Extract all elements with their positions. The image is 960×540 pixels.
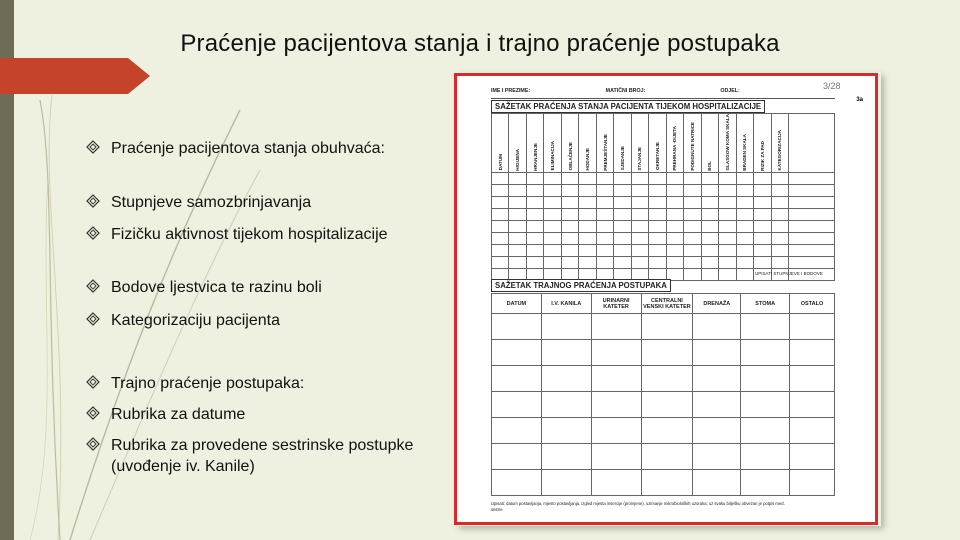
table-cell[interactable] (693, 444, 741, 470)
table1-header-label: DATUM (497, 154, 503, 171)
table-cell[interactable] (719, 233, 736, 245)
table-cell[interactable] (561, 233, 578, 245)
table-cell[interactable] (541, 418, 591, 444)
table-cell[interactable] (741, 314, 790, 340)
bullet-text: Praćenje pacijentova stanja obuhvaća: (111, 140, 385, 157)
table-cell[interactable] (596, 173, 613, 185)
table-cell[interactable] (631, 209, 648, 221)
table-cell[interactable] (736, 257, 753, 269)
table-cell[interactable] (741, 392, 790, 418)
table-cell[interactable] (591, 392, 641, 418)
table-cell[interactable] (741, 366, 790, 392)
title-accent-tab (0, 58, 128, 94)
table-cell[interactable] (701, 197, 718, 209)
table-cell[interactable] (641, 444, 693, 470)
bullet-item (86, 310, 431, 331)
table-row (492, 245, 835, 257)
table-row (492, 470, 835, 496)
table-cell[interactable] (492, 392, 542, 418)
table-cell[interactable] (736, 185, 753, 197)
table-cell[interactable] (631, 185, 648, 197)
table-cell[interactable] (754, 245, 771, 257)
table-cell[interactable] (579, 209, 596, 221)
table-cell[interactable] (771, 173, 788, 185)
table2-header-cell: DATUM (492, 294, 542, 314)
table-cell[interactable] (771, 245, 788, 257)
table-cell[interactable] (754, 233, 771, 245)
table-cell[interactable] (591, 314, 641, 340)
table-cell[interactable] (526, 257, 543, 269)
table-row (492, 418, 835, 444)
table-cell[interactable] (544, 209, 561, 221)
table-cell[interactable] (641, 470, 693, 496)
table-cell[interactable] (561, 185, 578, 197)
table-cell[interactable] (541, 392, 591, 418)
table-cell[interactable] (684, 245, 701, 257)
table-cell[interactable] (509, 185, 526, 197)
table-cell[interactable] (561, 197, 578, 209)
table-cell[interactable] (509, 221, 526, 233)
diamond-bullet-icon (86, 194, 100, 208)
table-cell[interactable] (788, 173, 834, 185)
table-cell[interactable] (741, 340, 790, 366)
table-cell[interactable] (701, 245, 718, 257)
table-cell[interactable] (641, 366, 693, 392)
diamond-bullet-icon (86, 312, 100, 326)
table-cell[interactable] (701, 257, 718, 269)
table-cell[interactable] (736, 245, 753, 257)
diamond-bullet-icon (86, 375, 100, 389)
table-cell[interactable] (684, 197, 701, 209)
form-mark: 3a (856, 97, 863, 103)
table-cell[interactable] (736, 197, 753, 209)
procedure-tracking-table (491, 293, 835, 496)
table-row (492, 173, 835, 185)
table1-header-cell (526, 114, 543, 173)
table-cell[interactable] (641, 392, 693, 418)
table1-header-cell (684, 114, 701, 173)
ward-field-label: ODJEL: (720, 88, 740, 94)
table-cell[interactable] (596, 233, 613, 245)
table-cell[interactable] (631, 221, 648, 233)
table-cell[interactable] (666, 257, 683, 269)
table-row (492, 340, 835, 366)
table1-header-blank (788, 114, 834, 173)
table-cell[interactable] (591, 418, 641, 444)
table-cell[interactable] (579, 233, 596, 245)
table-cell[interactable] (701, 185, 718, 197)
bullet-text: Kategorizaciju pacijenta (111, 312, 280, 329)
table-cell[interactable] (693, 366, 741, 392)
table-cell[interactable] (741, 470, 790, 496)
table1-header-cell (771, 114, 788, 173)
table-cell[interactable] (492, 221, 509, 233)
table-cell[interactable] (754, 173, 771, 185)
table-cell[interactable] (736, 173, 753, 185)
table-cell[interactable] (741, 444, 790, 470)
table-cell[interactable] (614, 221, 631, 233)
table1-header-cell (561, 114, 578, 173)
table-cell[interactable] (596, 209, 613, 221)
table-cell[interactable] (579, 257, 596, 269)
table-cell[interactable] (771, 233, 788, 245)
table-cell[interactable] (541, 366, 591, 392)
table-row (492, 209, 835, 221)
table-cell[interactable] (701, 209, 718, 221)
bullet-text: Fizičku aktivnost tijekom hospitalizacije (111, 226, 388, 243)
table2-header-cell: OSTALO (790, 294, 835, 314)
table-cell[interactable] (526, 221, 543, 233)
table-cell[interactable] (684, 269, 701, 281)
table-cell[interactable] (719, 185, 736, 197)
table-cell[interactable] (754, 257, 771, 269)
bullet-text: Bodove ljestvica te razinu boli (111, 279, 322, 296)
table-cell[interactable] (684, 185, 701, 197)
table-cell[interactable] (526, 173, 543, 185)
table-cell[interactable] (736, 233, 753, 245)
table-cell[interactable] (790, 470, 835, 496)
table-cell[interactable] (666, 209, 683, 221)
table1-header-cell (649, 114, 666, 173)
table-cell[interactable] (596, 221, 613, 233)
table-cell[interactable] (790, 444, 835, 470)
table-cell[interactable] (614, 173, 631, 185)
table-cell[interactable] (649, 185, 666, 197)
table-cell[interactable] (631, 233, 648, 245)
table-cell[interactable] (666, 233, 683, 245)
diamond-bullet-icon (86, 226, 100, 240)
table-cell[interactable] (591, 444, 641, 470)
table-cell[interactable] (614, 245, 631, 257)
table-cell[interactable] (631, 245, 648, 257)
table1-header-label: BOL (707, 160, 713, 171)
diamond-bullet-icon (86, 279, 100, 293)
table-cell[interactable] (526, 245, 543, 257)
table-cell[interactable] (492, 257, 509, 269)
table-cell[interactable] (693, 314, 741, 340)
table-cell[interactable] (544, 173, 561, 185)
bullet-text: Stupnjeve samozbrinjavanja (111, 194, 312, 211)
table-cell[interactable] (788, 233, 834, 245)
table-cell[interactable] (719, 245, 736, 257)
table-cell[interactable] (541, 340, 591, 366)
table-cell[interactable] (684, 173, 701, 185)
table-row (492, 314, 835, 340)
table-cell[interactable] (701, 269, 718, 281)
diamond-bullet-icon (86, 437, 100, 451)
bullet-item (86, 224, 431, 245)
table-cell[interactable] (614, 185, 631, 197)
table-cell[interactable] (754, 197, 771, 209)
table-cell[interactable] (649, 197, 666, 209)
table-cell[interactable] (591, 470, 641, 496)
table-cell[interactable] (666, 185, 683, 197)
table-cell[interactable] (526, 185, 543, 197)
table-cell[interactable] (591, 340, 641, 366)
table-cell[interactable] (693, 470, 741, 496)
table-cell[interactable] (719, 257, 736, 269)
table1-header-label: HRANJENJE (532, 142, 538, 171)
table-cell[interactable] (614, 257, 631, 269)
table-cell[interactable] (631, 173, 648, 185)
table-cell[interactable] (544, 221, 561, 233)
table2-note: Upisati: datum postavljanja, mjesto postavljanja, izgled mjesta insercije (promjene), uzimanje mikrobioloških uzoraka; uz svaku bilješku obvezan je potpis med. sestre. (491, 501, 785, 512)
table-cell[interactable] (544, 197, 561, 209)
table1-header-label: PREHRANA -DIJETA (672, 125, 678, 171)
table-cell[interactable] (541, 470, 591, 496)
table-cell[interactable] (649, 257, 666, 269)
table-cell[interactable] (492, 314, 542, 340)
diamond-bullet-icon (86, 406, 100, 420)
table-cell[interactable] (754, 221, 771, 233)
table-cell[interactable] (596, 185, 613, 197)
table1-header-label: OKRETANJE (654, 142, 660, 171)
table-cell[interactable] (492, 185, 509, 197)
table-cell[interactable] (492, 197, 509, 209)
table2-header-cell: DRENAŽA (693, 294, 741, 314)
bullet-item (86, 435, 431, 477)
table-cell[interactable] (649, 245, 666, 257)
table-cell[interactable] (754, 185, 771, 197)
table-cell[interactable] (649, 221, 666, 233)
table-cell[interactable] (684, 233, 701, 245)
table-cell[interactable] (492, 209, 509, 221)
table-cell[interactable] (771, 257, 788, 269)
table-cell[interactable] (719, 197, 736, 209)
table1-header-label: OBLAČENJE (567, 142, 573, 171)
table-cell[interactable] (666, 221, 683, 233)
table-cell[interactable] (666, 245, 683, 257)
table-row (492, 366, 835, 392)
table-cell[interactable] (741, 418, 790, 444)
table1-header-label: ELIMINACIJA (550, 141, 556, 171)
table-cell[interactable] (788, 245, 834, 257)
table-cell[interactable] (492, 470, 542, 496)
table1-note: UPISATI STUPNJEVE I BODOVE (755, 271, 823, 276)
table-cell[interactable] (614, 197, 631, 209)
table1-header-label: PODIGNUTE NATRICE (689, 121, 695, 171)
table-cell[interactable] (579, 197, 596, 209)
table1-header-cell (614, 114, 631, 173)
table-cell[interactable] (509, 257, 526, 269)
table-cell[interactable] (771, 197, 788, 209)
table-cell[interactable] (701, 233, 718, 245)
table-cell[interactable] (788, 185, 834, 197)
table-cell[interactable] (790, 340, 835, 366)
table-cell[interactable] (544, 245, 561, 257)
table1-header-cell (666, 114, 683, 173)
table-cell[interactable] (719, 269, 736, 281)
table-cell[interactable] (579, 173, 596, 185)
table1-header-label: HIGIJENA (515, 148, 521, 171)
table1-header-label: GLASGOW KOMA SKALA (724, 114, 730, 171)
table-cell[interactable] (684, 221, 701, 233)
table-cell[interactable] (790, 366, 835, 392)
table-cell[interactable] (693, 392, 741, 418)
table-cell[interactable] (719, 209, 736, 221)
table-cell[interactable] (544, 233, 561, 245)
bullet-item (86, 192, 431, 213)
table1-header-label: STAJANJE (637, 146, 643, 171)
table1-header-cell (579, 114, 596, 173)
table1-header-label: KATEGORIZACIJA (777, 129, 783, 171)
table-cell[interactable] (641, 418, 693, 444)
bullet-item (86, 138, 431, 159)
id-number-field-label: MATIČNI BROJ: (605, 88, 646, 94)
table-cell[interactable] (614, 233, 631, 245)
table-cell[interactable] (492, 340, 542, 366)
table-cell[interactable] (649, 173, 666, 185)
bullet-text: Rubrika za provedene sestrinske postupke (uvođenje iv. Kanile) (111, 437, 414, 475)
table-cell[interactable] (754, 209, 771, 221)
table1-header-label: RIZIK ZA PAD (759, 140, 765, 171)
table2-header-cell: STOMA (741, 294, 790, 314)
table-cell[interactable] (736, 269, 753, 281)
table-cell[interactable] (526, 197, 543, 209)
table-cell[interactable] (788, 221, 834, 233)
page-mark: 3/28 (823, 81, 841, 91)
table-cell[interactable] (649, 209, 666, 221)
slide-title: Praćenje pacijentova stanja i trajno praćenje postupaka (180, 30, 780, 57)
table-cell[interactable] (579, 185, 596, 197)
bullet-text: Rubrika za datume (111, 406, 246, 423)
table1-header-cell (701, 114, 718, 173)
table-cell[interactable] (596, 245, 613, 257)
table1-header-label: BRADEN SKALA (742, 133, 748, 171)
table-cell[interactable] (684, 257, 701, 269)
table-cell[interactable] (666, 197, 683, 209)
name-field-label: IME I PREZIME: (491, 88, 531, 94)
table-row (492, 197, 835, 209)
bullet-text: Trajno praćenje postupaka: (111, 375, 305, 392)
table-cell[interactable] (579, 245, 596, 257)
table-row (492, 444, 835, 470)
table-cell[interactable] (771, 221, 788, 233)
table-cell[interactable] (596, 197, 613, 209)
table-cell[interactable] (649, 233, 666, 245)
table-cell[interactable] (561, 209, 578, 221)
document-image (454, 73, 878, 525)
table-cell[interactable] (561, 173, 578, 185)
patient-id-row (491, 86, 835, 99)
table-cell[interactable] (492, 366, 542, 392)
table-cell[interactable] (631, 197, 648, 209)
table-cell[interactable] (544, 185, 561, 197)
table-cell[interactable] (771, 185, 788, 197)
table2-header-cell: I.V. KANILA (541, 294, 591, 314)
table2-header-cell: URINARNI KATETER (591, 294, 641, 314)
table-cell[interactable] (561, 221, 578, 233)
table1-header-cell (596, 114, 613, 173)
table1-header-cell (719, 114, 736, 173)
table-cell[interactable] (790, 392, 835, 418)
table-cell[interactable] (701, 221, 718, 233)
table-row (492, 221, 835, 233)
table-cell[interactable] (790, 314, 835, 340)
table1-header-cell (544, 114, 561, 173)
hospitalization-status-table (491, 113, 835, 281)
table-cell[interactable] (641, 314, 693, 340)
table1-header-cell (754, 114, 771, 173)
table-row (492, 233, 835, 245)
table1-header-cell (631, 114, 648, 173)
table1-header-label: PREMJEŠTANJE (602, 133, 608, 171)
table-cell[interactable] (492, 233, 509, 245)
table-cell[interactable] (596, 257, 613, 269)
table-cell[interactable] (666, 173, 683, 185)
table-cell[interactable] (544, 257, 561, 269)
bullet-item (86, 404, 431, 425)
table-cell[interactable] (788, 197, 834, 209)
table-cell[interactable] (541, 444, 591, 470)
table-cell[interactable] (701, 173, 718, 185)
table2-title: SAŽETAK TRAJNOG PRAĆENJA POSTUPAKA (491, 279, 671, 292)
table2-header-cell: CENTRALNI VENSKI KATETER (641, 294, 693, 314)
table-cell[interactable] (736, 221, 753, 233)
table-cell[interactable] (641, 340, 693, 366)
table-cell[interactable] (719, 173, 736, 185)
table1-title: SAŽETAK PRAĆENJA STANJA PACIJENTA TIJEKOM HOSPITALIZACIJE (491, 100, 765, 113)
table-cell[interactable] (509, 233, 526, 245)
table-cell[interactable] (492, 245, 509, 257)
table-cell[interactable] (736, 209, 753, 221)
bullet-item (86, 277, 431, 298)
table-cell[interactable] (541, 314, 591, 340)
table-cell[interactable] (631, 257, 648, 269)
table1-header-label: HODANJE (585, 148, 591, 171)
table-cell[interactable] (492, 173, 509, 185)
bullet-item (86, 373, 431, 394)
table-cell[interactable] (719, 221, 736, 233)
table-cell[interactable] (526, 209, 543, 221)
diamond-bullet-icon (86, 140, 100, 154)
table-cell[interactable] (509, 245, 526, 257)
table-cell[interactable] (561, 257, 578, 269)
table-cell[interactable] (788, 209, 834, 221)
table-cell[interactable] (771, 209, 788, 221)
table-cell[interactable] (788, 257, 834, 269)
table-row (492, 185, 835, 197)
table-cell[interactable] (614, 209, 631, 221)
table-cell[interactable] (693, 418, 741, 444)
table-cell[interactable] (561, 245, 578, 257)
table1-header-cell (509, 114, 526, 173)
table-cell[interactable] (790, 418, 835, 444)
table-cell[interactable] (509, 173, 526, 185)
table-cell[interactable] (492, 444, 542, 470)
table-cell[interactable] (509, 197, 526, 209)
table-cell[interactable] (509, 209, 526, 221)
table-cell[interactable] (591, 366, 641, 392)
table-row (492, 257, 835, 269)
table1-header-cell (736, 114, 753, 173)
table-cell[interactable] (579, 221, 596, 233)
table1-header-cell (492, 114, 509, 173)
table-cell[interactable] (684, 209, 701, 221)
table-cell[interactable] (693, 340, 741, 366)
table-cell[interactable] (492, 418, 542, 444)
table1-header-label: SJEDANJE (620, 146, 626, 171)
table-cell[interactable] (526, 233, 543, 245)
table-row (492, 392, 835, 418)
